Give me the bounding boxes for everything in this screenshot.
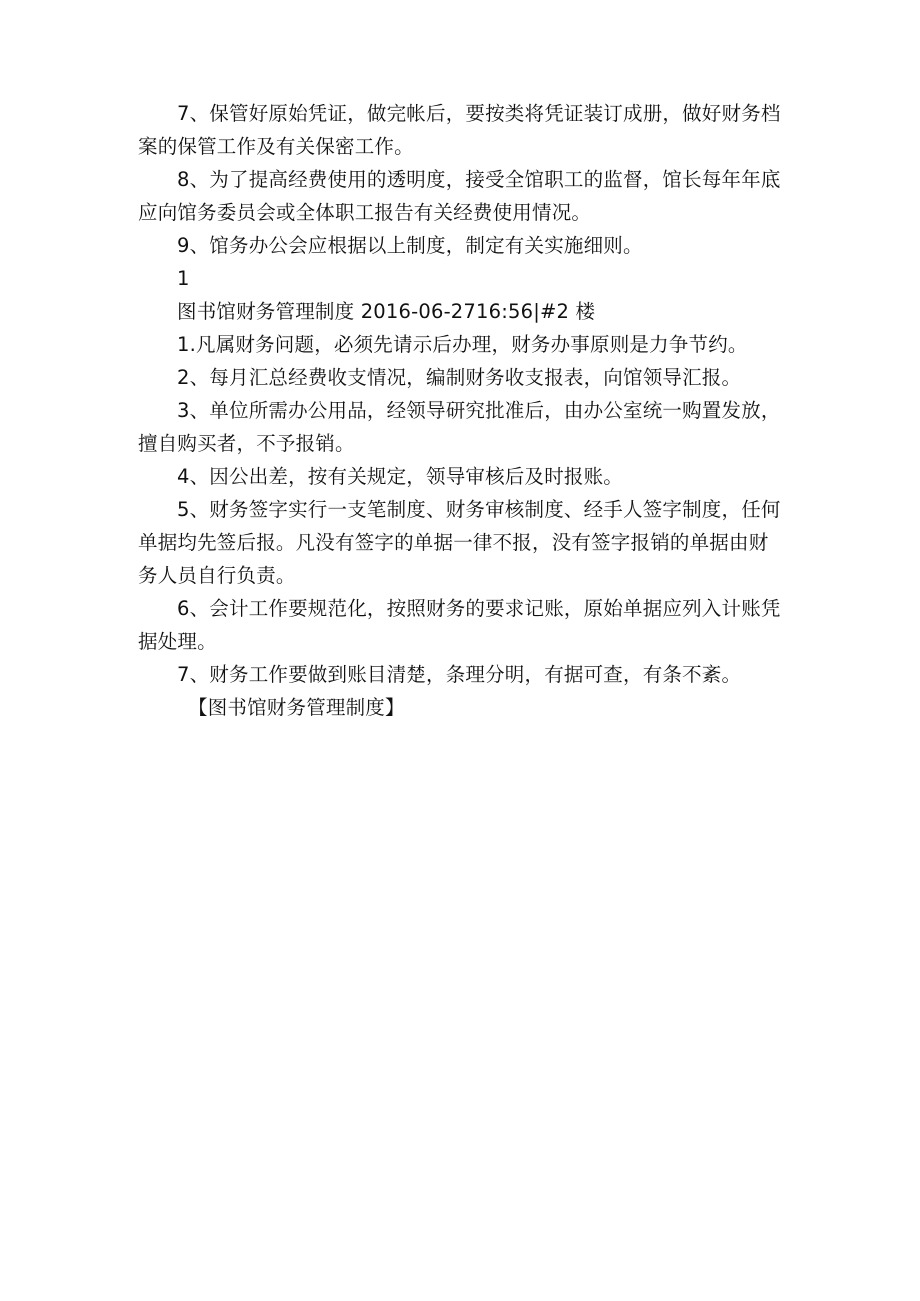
- paragraph-item-9-rules: 9、馆务办公会应根据以上制度，制定有关实施细则。: [177, 234, 643, 257]
- rule-item-1: 1.凡属财务问题，必须先请示后办理，财务办事原则是力争节约。: [177, 333, 748, 356]
- rule-item-2: 2、每月汇总经费收支情况，编制财务收支报表，向馆领导汇报。: [177, 366, 742, 389]
- rule-item-4: 4、因公出差，按有关规定，领导审核后及时报账。: [177, 465, 624, 488]
- rule-item-3: 3、单位所需办公用品，经领导研究批准后，由办公室统一购置发放，擅自购买者，不予报销。: [138, 399, 781, 455]
- paragraph-item-8-transparency: 8、为了提高经费使用的透明度，接受全馆职工的监督，馆长每年年底应向馆务委员会或全体职工报告有关经费使用情况。: [138, 168, 781, 224]
- rule-item-5: 5、财务签字实行一支笔制度、财务审核制度、经手人签字制度，任何单据均先签后报。凡没有签字的单据一律不报，没有签字报销的单据由财务人员自行负责。: [138, 498, 781, 587]
- paragraph-item-7-archive: 7、保管好原始凭证，做完帐后，要按类将凭证装订成册，做好财务档案的保管工作及有关保密工作。: [138, 102, 781, 158]
- document-body: [138, 97, 788, 724]
- post-header: 图书馆财务管理制度 2016-06-2716:56|#2 楼: [177, 300, 596, 323]
- rule-item-6: 6、会计工作要规范化，按照财务的要求记账，原始单据应列入计账凭据处理。: [138, 597, 781, 653]
- rule-item-7: 7、财务工作要做到账目清楚，条理分明，有据可查，有条不紊。: [177, 663, 742, 686]
- closing-title: 【图书馆财务管理制度】: [188, 696, 405, 719]
- page-number: 1: [177, 267, 190, 290]
